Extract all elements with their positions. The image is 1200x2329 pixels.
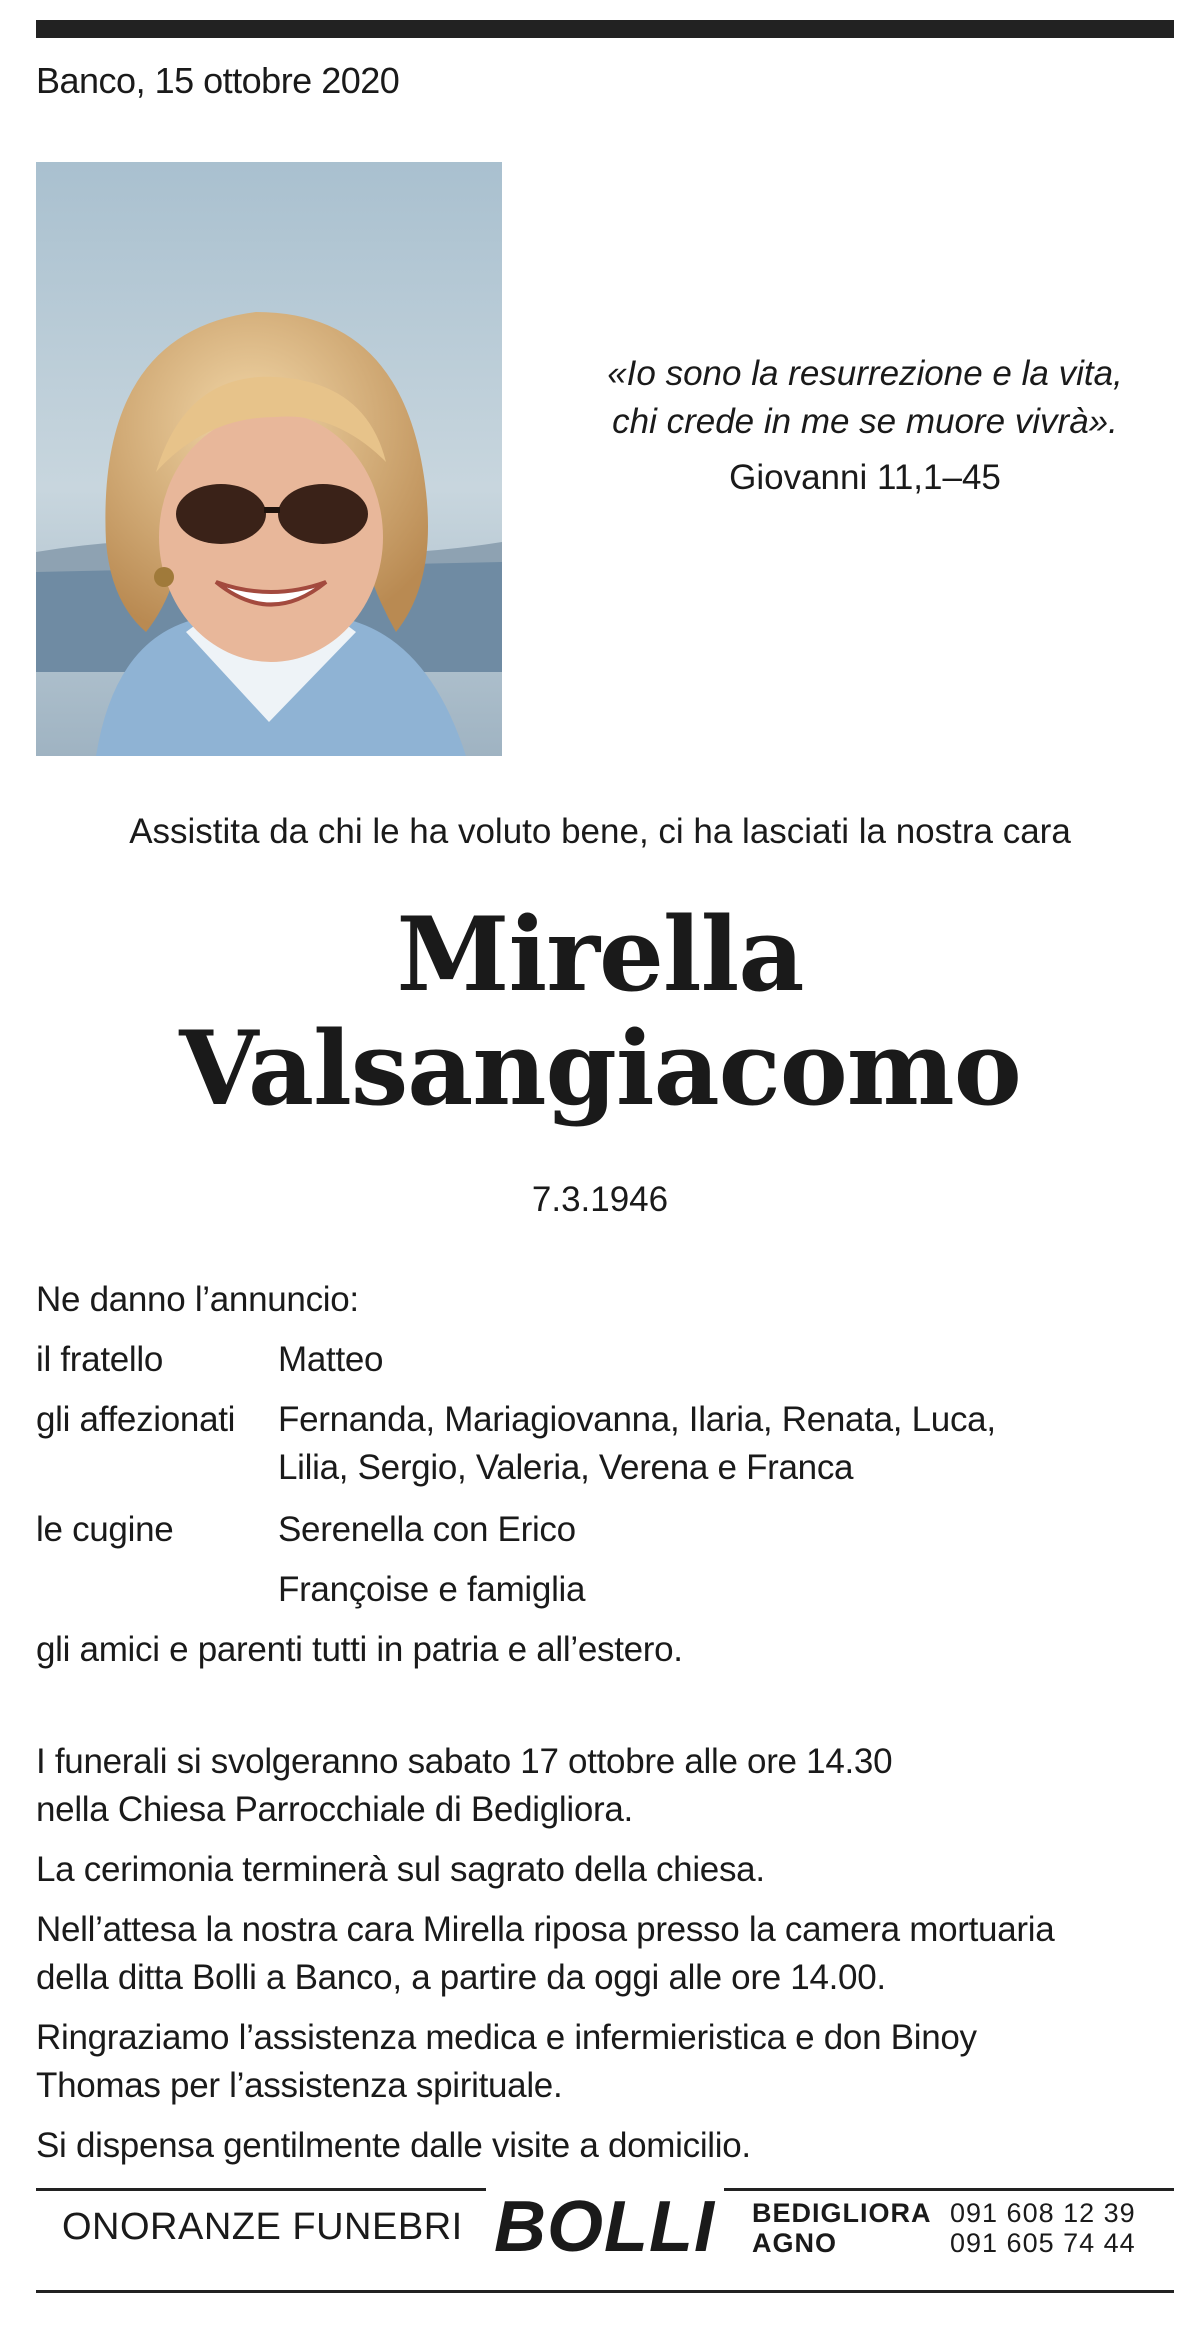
footer-phones [950,2198,1136,2258]
footer-rule-right [724,2188,1174,2191]
scripture-quote [560,350,1170,502]
location-phone: 091 608 12 39 [950,2198,1136,2228]
quote-line-1: «Io sono la resurrezione e la vita, [607,354,1123,393]
intro-text: Assistita da chi le ha voluto bene, ci ha lasciati la nostra cara [129,812,1071,851]
funeral-paragraph-1 [36,1738,1176,1834]
location-city: AGNO [752,2228,837,2258]
last-name: Valsangiacomo [179,1009,1021,1129]
row-value-cugine: Serenella con Erico [278,1510,576,1549]
first-name: Mirella [396,895,804,1015]
quote-line-2: chi crede in me se muore vivrà». [612,402,1118,441]
row-value-fratello: Matteo [278,1340,384,1379]
location-city: BEDIGLIORA [752,2198,932,2228]
row-label-cugine: le cugine [36,1510,174,1549]
funeral-line: I funerali si svolgeranno sabato 17 ottobre alle ore 14.30 [36,1742,893,1781]
footer-locations [752,2198,932,2258]
funeral-line: Si dispensa gentilmente dalle visite a domicilio. [36,2126,751,2165]
row-label-fratello: il fratello [36,1340,164,1379]
funeral-line: nella Chiesa Parrocchiale di Bedigliora. [36,1790,633,1829]
footer-brand-logo: BOLLI [494,2187,715,2267]
date-line: Banco, 15 ottobre 2020 [36,60,400,101]
row-value-affezionati-1: Fernanda, Mariagiovanna, Ilaria, Renata, Luca, [278,1400,996,1439]
funeral-line: Thomas per l’assistenza spirituale. [36,2066,563,2105]
row-value-francoise: Françoise e famiglia [278,1570,586,1609]
funeral-paragraph-5 [36,2122,1176,2170]
funeral-line: Nell’attesa la nostra cara Mirella riposa presso la camera mortuaria [36,1910,1055,1949]
deceased-name [0,895,1200,1129]
bottom-rule [36,2290,1174,2293]
funeral-paragraph-3 [36,1906,1176,2002]
row-label-affezionati: gli affezionati [36,1400,236,1439]
funeral-line: Ringraziamo l’assistenza medica e infermieristica e don Binoy [36,2018,977,2057]
birth-date: 7.3.1946 [531,1180,669,1219]
funeral-line: La cerimonia terminerà sul sagrato della chiesa. [36,1850,765,1889]
location-phone: 091 605 74 44 [950,2228,1136,2258]
funeral-paragraph-2 [36,1846,1176,1894]
footer-rule-left [36,2188,486,2191]
portrait-photo [36,162,502,756]
funeral-paragraph-4 [36,2014,1176,2110]
quote-source: Giovanni 11,1–45 [729,458,1001,497]
top-rule [36,20,1174,38]
announce-closing: gli amici e parenti tutti in patria e all’estero. [36,1630,683,1669]
footer-service: ONORANZE FUNEBRI [62,2206,463,2248]
announce-heading: Ne danno l’annuncio: [36,1280,359,1319]
row-value-affezionati-2: Lilia, Sergio, Valeria, Verena e Franca [278,1448,854,1487]
funeral-line: della ditta Bolli a Banco, a partire da oggi alle ore 14.00. [36,1958,886,1997]
